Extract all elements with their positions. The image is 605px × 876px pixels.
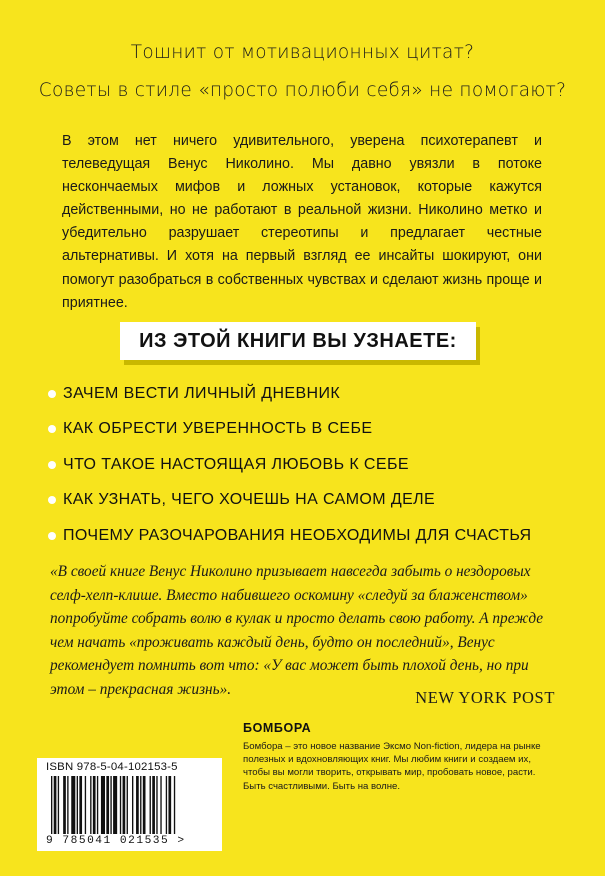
list-item (48, 518, 568, 554)
bullet-dot-icon (48, 532, 56, 540)
barcode-icon (51, 776, 214, 834)
headline-line-1: Тошнит от мотивационных цитат? (130, 42, 475, 63)
headline-line-2: Советы в стиле «просто полюби себя» не помогают? (38, 80, 567, 101)
list-item-text: ЧТО ТАКОЕ НАСТОЯЩАЯ ЛЮБОВЬ К СЕБЕ (63, 455, 409, 473)
intro-paragraph: В этом нет ничего удивительного, уверена психотерапевт и телеведущая Венус Николино. Мы давно увязли в потоке нескончаемых мифов и ложных установок, которые кажутся действенными, но не работают в реальной жизни. Николино метко и убедительно разрушает стереотипы и предлагает честные альтернативы. И хотя на первый взгляд ее инсайты шокируют, они помогут разобраться в собственных чувствах и сделают жизнь проще и приятнее. (62, 133, 542, 311)
bullet-dot-icon (48, 425, 56, 433)
quote-source: NEW YORK POST (415, 688, 555, 707)
press-quote: «В своей книге Венус Николино призывает навсегда забыть о нездоровых селф-хелп-клише. Вместо набившего оскомину «следуй за блаженством» попробуйте собрать волю в кулак и просто делать свою работу. А прежде чем начать «проживать каждый день, будто он последний», Венус рекомендует помнить вот что: «У вас может быть плохой день, но при этом – прекрасная жизнь». (50, 563, 544, 698)
list-item-text: ПОЧЕМУ РАЗОЧАРОВАНИЯ НЕОБХОДИМЫ ДЛЯ СЧАСТЬЯ (63, 526, 532, 544)
bullet-dot-icon (48, 461, 56, 469)
publisher-name: БОМБОРА (243, 721, 312, 735)
list-item (48, 447, 568, 483)
banner-label: ИЗ ЭТОЙ КНИГИ ВЫ УЗНАЕТЕ: (120, 322, 476, 360)
learn-banner (120, 322, 482, 366)
list-item-text: КАК ОБРЕСТИ УВЕРЕННОСТЬ В СЕБЕ (63, 420, 373, 438)
list-item (48, 376, 568, 412)
barcode-digits: 9 785041 021535 > (46, 835, 186, 847)
list-item-text: КАК УЗНАТЬ, ЧЕГО ХОЧЕШЬ НА САМОМ ДЕЛЕ (63, 491, 436, 509)
list-item-text: ЗАЧЕМ ВЕСТИ ЛИЧНЫЙ ДНЕВНИК (63, 384, 341, 402)
bullet-dot-icon (48, 496, 56, 504)
isbn-label: ISBN 978-5-04-102153-5 (46, 761, 178, 773)
publisher-description: Бомбора – это новое название Эксмо Non-fiction, лидера на рынке полезных и вдохновляющих книг. Мы любим книги и создаем их, чтобы вы могли творить, открывать мир, пробовать новое, расти. Быть счастливыми. Быть на волне. (243, 741, 541, 792)
list-item (48, 412, 568, 448)
list-item (48, 483, 568, 519)
barcode-box (37, 758, 222, 851)
bullet-dot-icon (48, 390, 56, 398)
benefits-list (48, 376, 568, 554)
